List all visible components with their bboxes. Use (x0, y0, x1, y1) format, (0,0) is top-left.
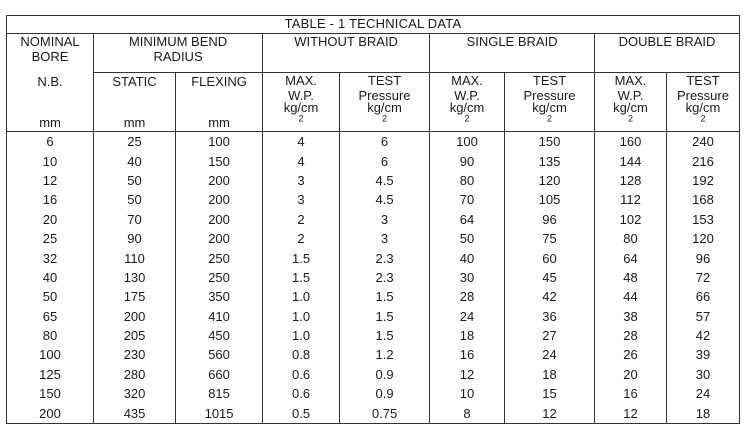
unit-kg-text: kg/cm (449, 100, 485, 115)
cell-nb: 40 (7, 268, 94, 287)
cell-db-max-wp: 44 (595, 287, 667, 306)
cell-sb-max-wp: 80 (430, 171, 505, 190)
table-row (7, 384, 740, 403)
cell-nb: 32 (7, 248, 94, 267)
table-row (7, 326, 740, 345)
cell-db-max-wp: 144 (595, 151, 667, 170)
cell-wb-test: 4.5 (340, 190, 430, 209)
cell-wb-test: 1.2 (340, 345, 430, 364)
cell-db-test: 120 (666, 229, 739, 248)
cell-db-test: 39 (666, 345, 739, 364)
header-static-unit: mm (123, 115, 146, 130)
header-sb-test (504, 73, 594, 132)
cell-sb-max-wp: 50 (430, 229, 505, 248)
cell-sb-test: 60 (504, 248, 594, 267)
cell-static: 435 (94, 403, 176, 423)
cell-db-test: 57 (666, 307, 739, 326)
cell-db-max-wp: 102 (595, 210, 667, 229)
cell-wb-max-wp: 1.0 (263, 287, 340, 306)
cell-static: 50 (94, 190, 176, 209)
cell-static: 280 (94, 365, 176, 384)
cell-sb-max-wp: 64 (430, 210, 505, 229)
unit-kg-text: kg/cm (532, 100, 567, 115)
header-sb-wp: W.P. (454, 88, 480, 103)
header-flexing-label: FLEXING (191, 74, 247, 89)
cell-static: 90 (94, 229, 176, 248)
table-row (7, 132, 740, 152)
cell-db-test: 66 (666, 287, 739, 306)
cell-sb-test: 12 (504, 403, 594, 423)
table-title: TABLE - 1 TECHNICAL DATA (7, 16, 740, 34)
cell-static: 70 (94, 210, 176, 229)
header-nb-unit: mm (39, 115, 61, 130)
header-static (94, 73, 176, 132)
cell-flexing: 200 (176, 190, 263, 209)
cell-wb-max-wp: 0.5 (263, 403, 340, 423)
header-db-max-unit (595, 100, 666, 130)
cell-static: 40 (94, 151, 176, 170)
table-row (7, 345, 740, 364)
cell-db-test: 192 (666, 171, 739, 190)
cell-wb-test: 3 (340, 229, 430, 248)
header-static-label: STATIC (112, 74, 157, 89)
cell-wb-max-wp: 2 (263, 210, 340, 229)
cell-sb-max-wp: 100 (430, 132, 505, 152)
cell-db-max-wp: 112 (595, 190, 667, 209)
cell-nb: 16 (7, 190, 94, 209)
cell-wb-test: 4.5 (340, 171, 430, 190)
cell-sb-max-wp: 16 (430, 345, 505, 364)
cell-db-max-wp: 28 (595, 326, 667, 345)
unit-kg-text: kg/cm (367, 100, 402, 115)
cell-db-test: 216 (666, 151, 739, 170)
header-wb-max: MAX. (285, 73, 317, 88)
cell-flexing: 560 (176, 345, 263, 364)
unit-sup: 2 (382, 113, 388, 124)
cell-flexing: 410 (176, 307, 263, 326)
header-db-test-unit (667, 100, 739, 130)
cell-flexing: 660 (176, 365, 263, 384)
table-row (7, 287, 740, 306)
table-row (7, 171, 740, 190)
cell-sb-max-wp: 28 (430, 287, 505, 306)
cell-wb-test: 3 (340, 210, 430, 229)
cell-static: 205 (94, 326, 176, 345)
cell-flexing: 1015 (176, 403, 263, 423)
header-wb-test-line1: TEST (367, 73, 402, 88)
header-db-test (666, 73, 739, 132)
header-nominal-bore-line2: BORE (31, 49, 69, 64)
header-db-max: MAX. (614, 73, 647, 88)
cell-db-test: 30 (666, 365, 739, 384)
unit-sup: 2 (547, 113, 553, 124)
cell-wb-max-wp: 2 (263, 229, 340, 248)
header-sb-test-unit (505, 100, 594, 130)
cell-db-test: 168 (666, 190, 739, 209)
cell-flexing: 250 (176, 268, 263, 287)
cell-wb-test: 6 (340, 132, 430, 152)
cell-sb-test: 45 (504, 268, 594, 287)
cell-sb-test: 24 (504, 345, 594, 364)
header-wb-max-unit (263, 100, 339, 130)
cell-flexing: 200 (176, 210, 263, 229)
cell-flexing: 350 (176, 287, 263, 306)
unit-sup: 2 (464, 113, 470, 124)
header-nb-label: N.B. (37, 73, 63, 89)
cell-wb-test: 0.9 (340, 384, 430, 403)
cell-flexing: 150 (176, 151, 263, 170)
cell-sb-test: 135 (504, 151, 594, 170)
cell-db-test: 18 (666, 403, 739, 423)
cell-nb: 200 (7, 403, 94, 423)
header-sb-max-wp (430, 73, 505, 132)
cell-static: 200 (94, 307, 176, 326)
cell-db-max-wp: 26 (595, 345, 667, 364)
technical-data-table (6, 15, 740, 424)
cell-sb-test: 42 (504, 287, 594, 306)
table-row (7, 229, 740, 248)
cell-sb-max-wp: 90 (430, 151, 505, 170)
cell-sb-test: 27 (504, 326, 594, 345)
cell-db-test: 42 (666, 326, 739, 345)
cell-sb-max-wp: 70 (430, 190, 505, 209)
table-row (7, 151, 740, 170)
cell-db-test: 96 (666, 248, 739, 267)
header-without-braid: WITHOUT BRAID (263, 34, 430, 73)
header-wb-test-unit (340, 100, 429, 130)
cell-wb-max-wp: 4 (263, 132, 340, 152)
cell-nb: 10 (7, 151, 94, 170)
cell-db-max-wp: 20 (595, 365, 667, 384)
header-db-wp: W.P. (617, 88, 644, 103)
cell-wb-test: 1.5 (340, 307, 430, 326)
cell-sb-max-wp: 18 (430, 326, 505, 345)
header-min-bend-radius-line2: RADIUS (153, 49, 203, 64)
cell-static: 25 (94, 132, 176, 152)
cell-sb-test: 15 (504, 384, 594, 403)
cell-sb-test: 75 (504, 229, 594, 248)
cell-flexing: 450 (176, 326, 263, 345)
unit-kg-text: kg/cm (613, 100, 648, 115)
cell-db-max-wp: 38 (595, 307, 667, 326)
cell-wb-max-wp: 4 (263, 151, 340, 170)
unit-sup: 2 (700, 113, 706, 124)
table-row (7, 268, 740, 287)
cell-nb: 80 (7, 326, 94, 345)
cell-flexing: 815 (176, 384, 263, 403)
cell-db-max-wp: 128 (595, 171, 667, 190)
header-wb-test-line2: Pressure (358, 88, 411, 103)
cell-nb: 12 (7, 171, 94, 190)
table-row (7, 403, 740, 423)
cell-static: 320 (94, 384, 176, 403)
header-db-test-line1: TEST (686, 73, 720, 88)
header-double-braid: DOUBLE BRAID (595, 34, 740, 73)
cell-sb-max-wp: 8 (430, 403, 505, 423)
cell-sb-test: 120 (504, 171, 594, 190)
header-db-max-wp (595, 73, 667, 132)
header-sb-max: MAX. (451, 73, 483, 88)
cell-sb-max-wp: 10 (430, 384, 505, 403)
cell-flexing: 250 (176, 248, 263, 267)
header-nominal-bore (7, 34, 94, 73)
cell-static: 50 (94, 171, 176, 190)
table-row (7, 210, 740, 229)
table-row (7, 307, 740, 326)
header-min-bend-radius (94, 34, 263, 73)
header-flexing-unit: mm (208, 115, 230, 130)
header-flexing (176, 73, 263, 132)
cell-static: 130 (94, 268, 176, 287)
cell-nb: 65 (7, 307, 94, 326)
header-sb-test-line1: TEST (532, 73, 567, 88)
cell-db-test: 24 (666, 384, 739, 403)
technical-data-sheet (6, 15, 740, 427)
table-row (7, 190, 740, 209)
cell-db-max-wp: 48 (595, 268, 667, 287)
cell-db-test: 153 (666, 210, 739, 229)
cell-wb-max-wp: 1.0 (263, 326, 340, 345)
cell-wb-test: 2.3 (340, 248, 430, 267)
cell-flexing: 200 (176, 229, 263, 248)
cell-sb-max-wp: 30 (430, 268, 505, 287)
header-db-test-line2: Pressure (676, 88, 729, 103)
unit-sup: 2 (298, 113, 304, 124)
cell-db-max-wp: 160 (595, 132, 667, 152)
cell-nb: 125 (7, 365, 94, 384)
cell-wb-test: 1.5 (340, 326, 430, 345)
cell-db-test: 72 (666, 268, 739, 287)
header-min-bend-radius-line1: MINIMUM BEND (128, 34, 228, 49)
cell-wb-max-wp: 0.6 (263, 365, 340, 384)
cell-wb-test: 6 (340, 151, 430, 170)
cell-db-max-wp: 12 (595, 403, 667, 423)
cell-wb-max-wp: 1.0 (263, 307, 340, 326)
table-row (7, 248, 740, 267)
cell-wb-max-wp: 1.5 (263, 268, 340, 287)
cell-sb-max-wp: 12 (430, 365, 505, 384)
cell-wb-test: 0.75 (340, 403, 430, 423)
cell-nb: 100 (7, 345, 94, 364)
cell-nb: 25 (7, 229, 94, 248)
table-row (7, 365, 740, 384)
cell-sb-test: 36 (504, 307, 594, 326)
unit-kg-text: kg/cm (685, 100, 721, 115)
cell-sb-max-wp: 24 (430, 307, 505, 326)
cell-sb-test: 150 (504, 132, 594, 152)
header-sb-max-unit (430, 100, 504, 130)
cell-sb-test: 105 (504, 190, 594, 209)
unit-sup: 2 (627, 113, 633, 124)
cell-wb-max-wp: 0.8 (263, 345, 340, 364)
cell-db-max-wp: 64 (595, 248, 667, 267)
cell-sb-test: 96 (504, 210, 594, 229)
header-sb-test-line2: Pressure (523, 88, 576, 103)
cell-wb-max-wp: 0.6 (263, 384, 340, 403)
cell-sb-max-wp: 40 (430, 248, 505, 267)
header-nominal-bore-line1: NOMINAL (20, 34, 80, 49)
cell-static: 175 (94, 287, 176, 306)
cell-nb: 20 (7, 210, 94, 229)
cell-wb-max-wp: 1.5 (263, 248, 340, 267)
header-wb-test (340, 73, 430, 132)
cell-nb: 50 (7, 287, 94, 306)
header-nb (7, 73, 94, 132)
cell-wb-test: 2.3 (340, 268, 430, 287)
header-wb-max-wp (263, 73, 340, 132)
cell-flexing: 100 (176, 132, 263, 152)
cell-nb: 6 (7, 132, 94, 152)
cell-wb-max-wp: 3 (263, 171, 340, 190)
cell-static: 110 (94, 248, 176, 267)
cell-sb-test: 18 (504, 365, 594, 384)
cell-wb-max-wp: 3 (263, 190, 340, 209)
cell-db-max-wp: 80 (595, 229, 667, 248)
cell-static: 230 (94, 345, 176, 364)
cell-nb: 150 (7, 384, 94, 403)
header-wb-wp: W.P. (288, 88, 314, 103)
header-single-braid: SINGLE BRAID (430, 34, 595, 73)
unit-kg-text: kg/cm (283, 100, 319, 115)
cell-flexing: 200 (176, 171, 263, 190)
cell-wb-test: 1.5 (340, 287, 430, 306)
cell-wb-test: 0.9 (340, 365, 430, 384)
table-body (7, 132, 740, 424)
cell-db-max-wp: 16 (595, 384, 667, 403)
cell-db-test: 240 (666, 132, 739, 152)
